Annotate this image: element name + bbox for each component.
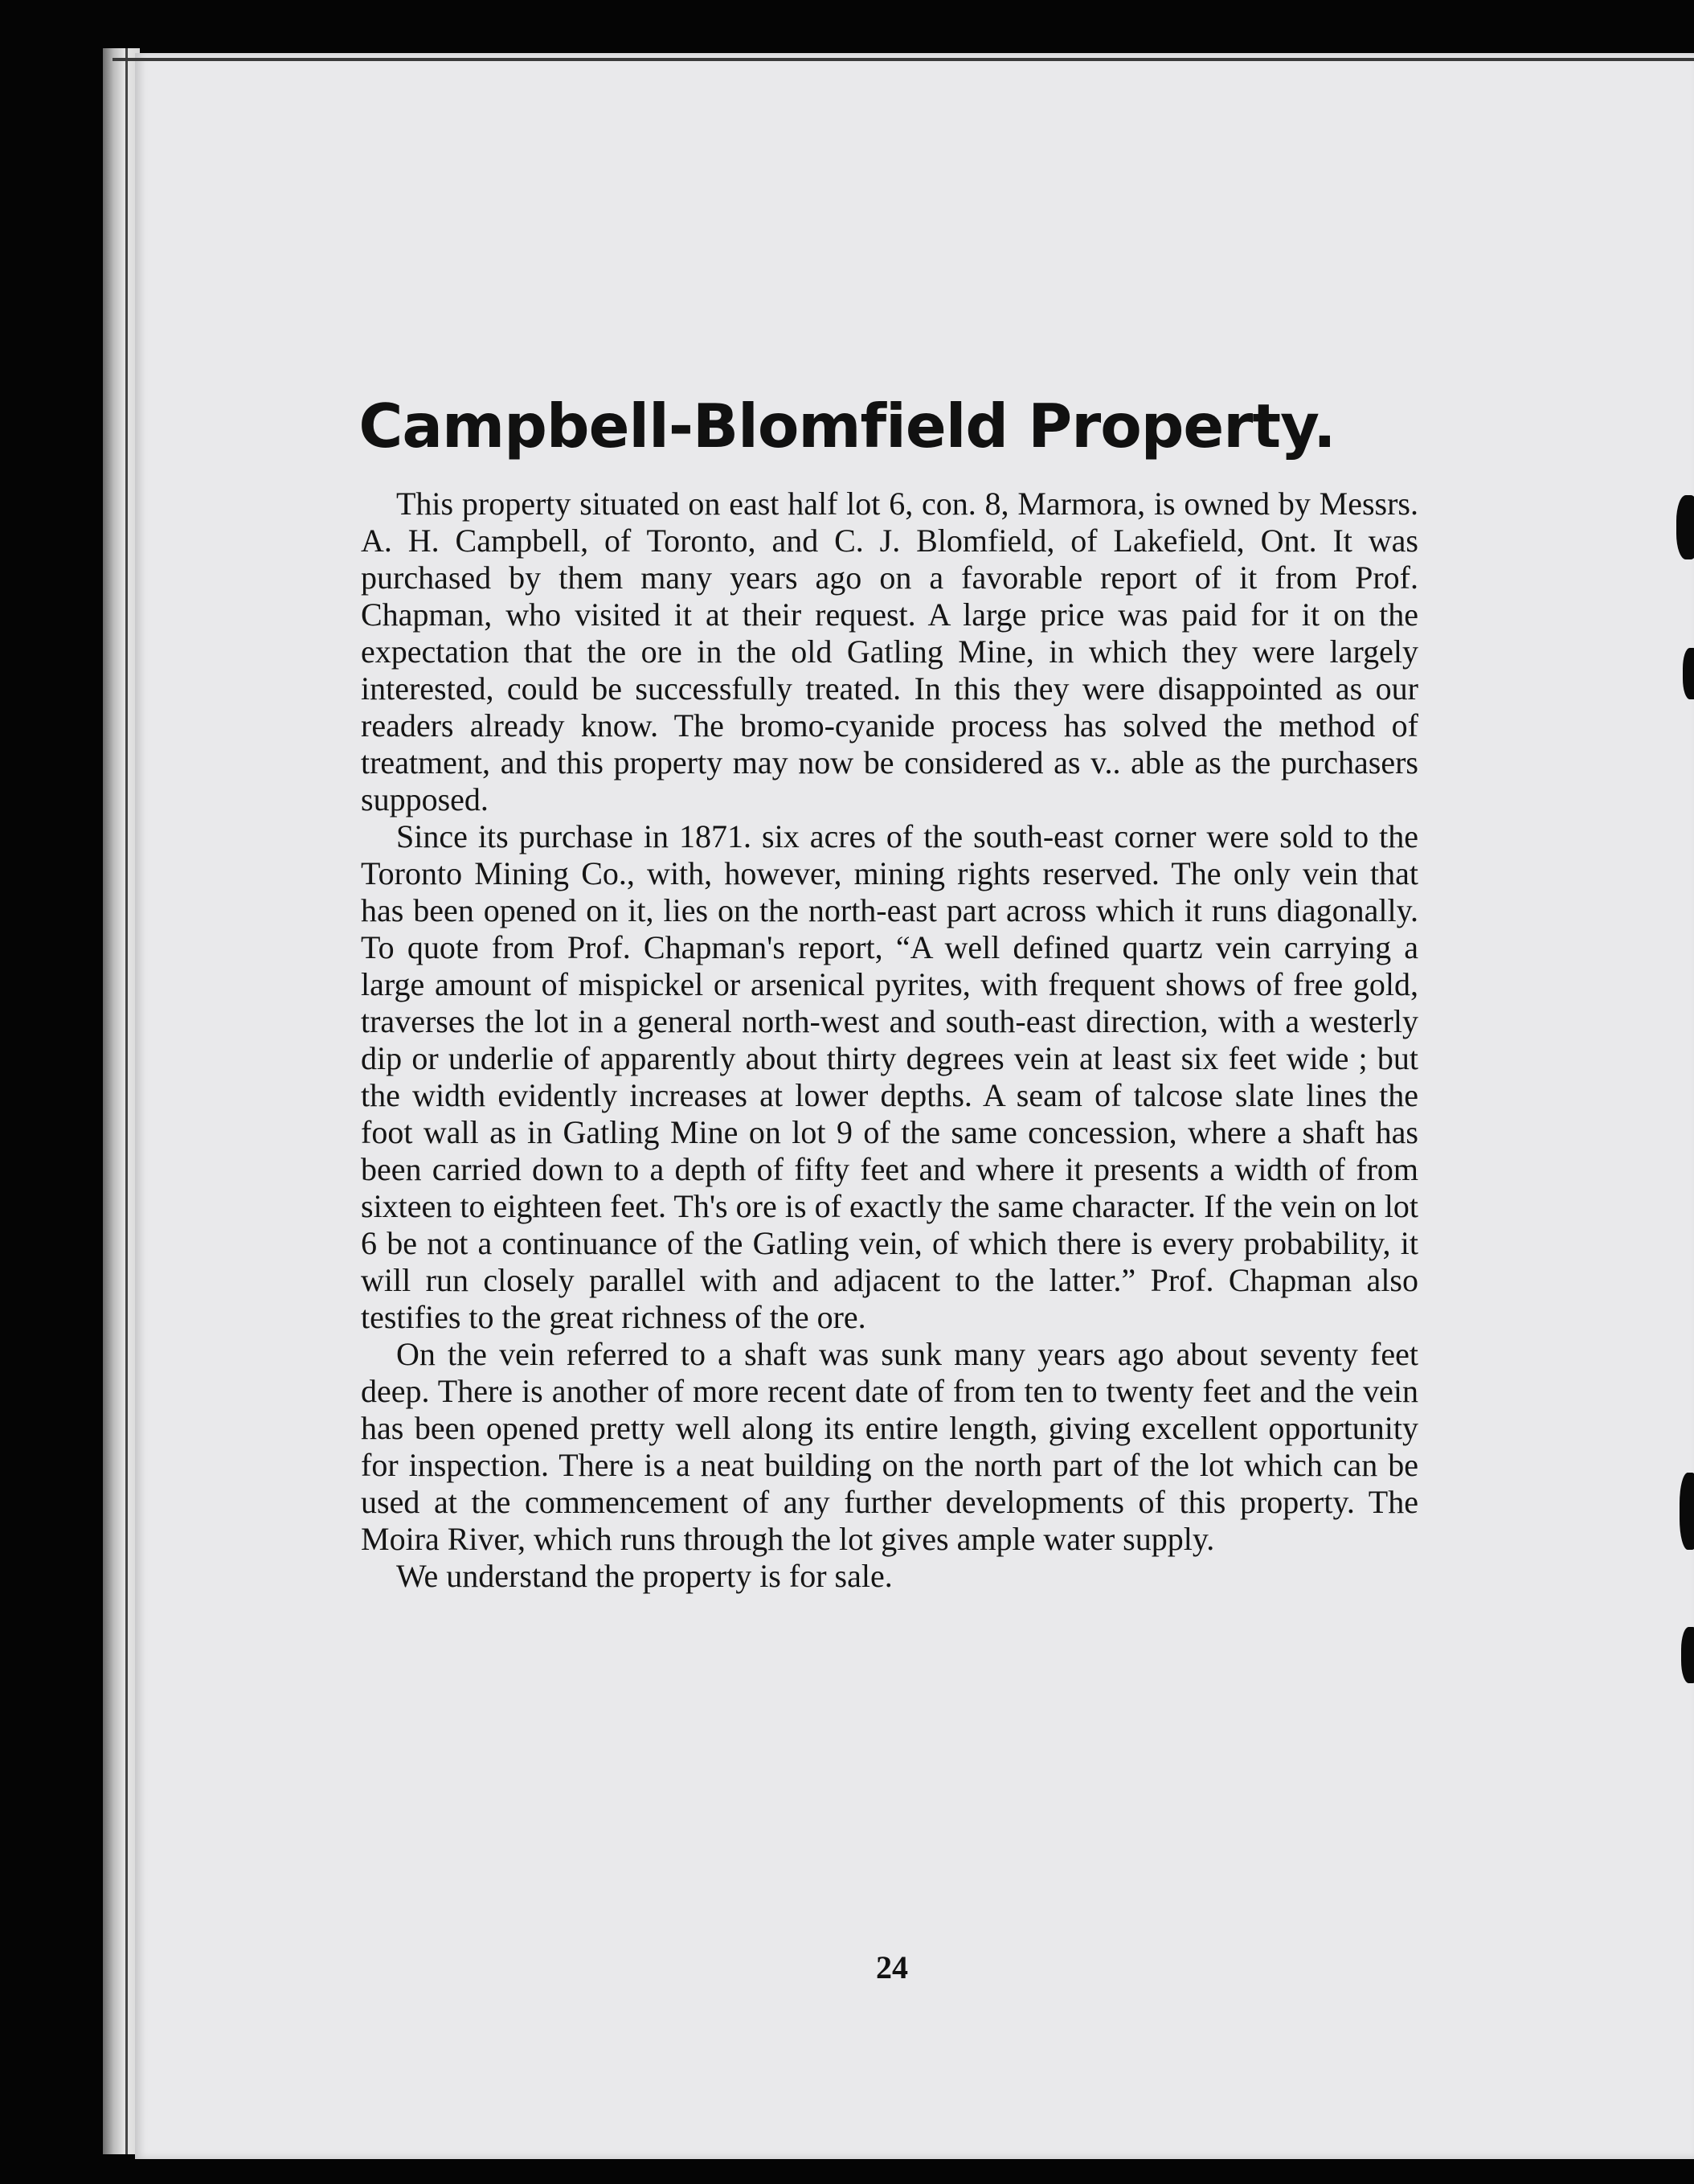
page-title: Campbell-Blomfield Property. [358,391,1336,461]
paragraph: On the vein referred to a shaft was sunk many years ago about seventy feet deep. There is another of more recent date of from ten to twenty feet and the vein has been opened pretty well along its entire length, giving excellent opportunity for inspection. There is a neat building on the north part of the lot which can be used at the commencement of any further developments of this property. The Moira River, which runs through the lot gives ample water supply. [361,1336,1418,1557]
paragraph: We understand the property is for sale. [396,1558,893,1594]
scan-blot [1683,648,1694,699]
page-number: 24 [876,1949,908,1985]
scan-blot [1680,1473,1694,1550]
page-edge-line [125,48,128,2154]
scan-blot [1681,1627,1694,1683]
scan-blot [1676,495,1694,559]
paragraph: This property situated on east half lot 6, con. 8, Marmora, is owned by Messrs. A. H. Campbell, of Toronto, and C. J. Blomfield, of Lakefield, Ont. It was purchased by them many years ago on a favorable report of it from Prof. Chapman, who visited it at their request. A large price was paid for it on the expectation that the ore in the old Gatling Mine, in which they were largely interested, could be successfully treated. In this they were disappointed as our readers already know. The bromo-cyanide process has solved the method of treatment, and this property may now be considered as v.. able as the purchasers supposed. [361,486,1418,817]
paragraph: Since its purchase in 1871. six acres of the south-east corner were sold to the Toronto Mining Co., with, however, mining rights reserved. The only vein that has been opened on it, lies on the north-east part across which it runs diagonally. To quote from Prof. Chapman's report, “A well defined quartz vein carrying a large amount of mispickel or arsenical pyrites, with frequent shows of free gold, traverses the lot in a general north-west and south-east direction, with a westerly dip or underlie of apparently about thirty degrees vein at least six feet wide ; but the width evidently increases at lower depths. A seam of talcose slate lines the foot wall as in Gatling Mine on lot 9 of the same concession, where a shaft has been carried down to a depth of fifty feet and where it presents a width of from sixteen to eighteen feet. Th's ore is of exactly the same character. If the vein on lot 6 be not a continuance of the Gatling vein, of which there is every probability, it will run closely parallel with and adjacent to the latter.” Prof. Chapman also testifies to the great richness of the ore. [361,818,1418,1335]
page-top-edge [113,58,1694,61]
article-body [361,486,1418,1595]
